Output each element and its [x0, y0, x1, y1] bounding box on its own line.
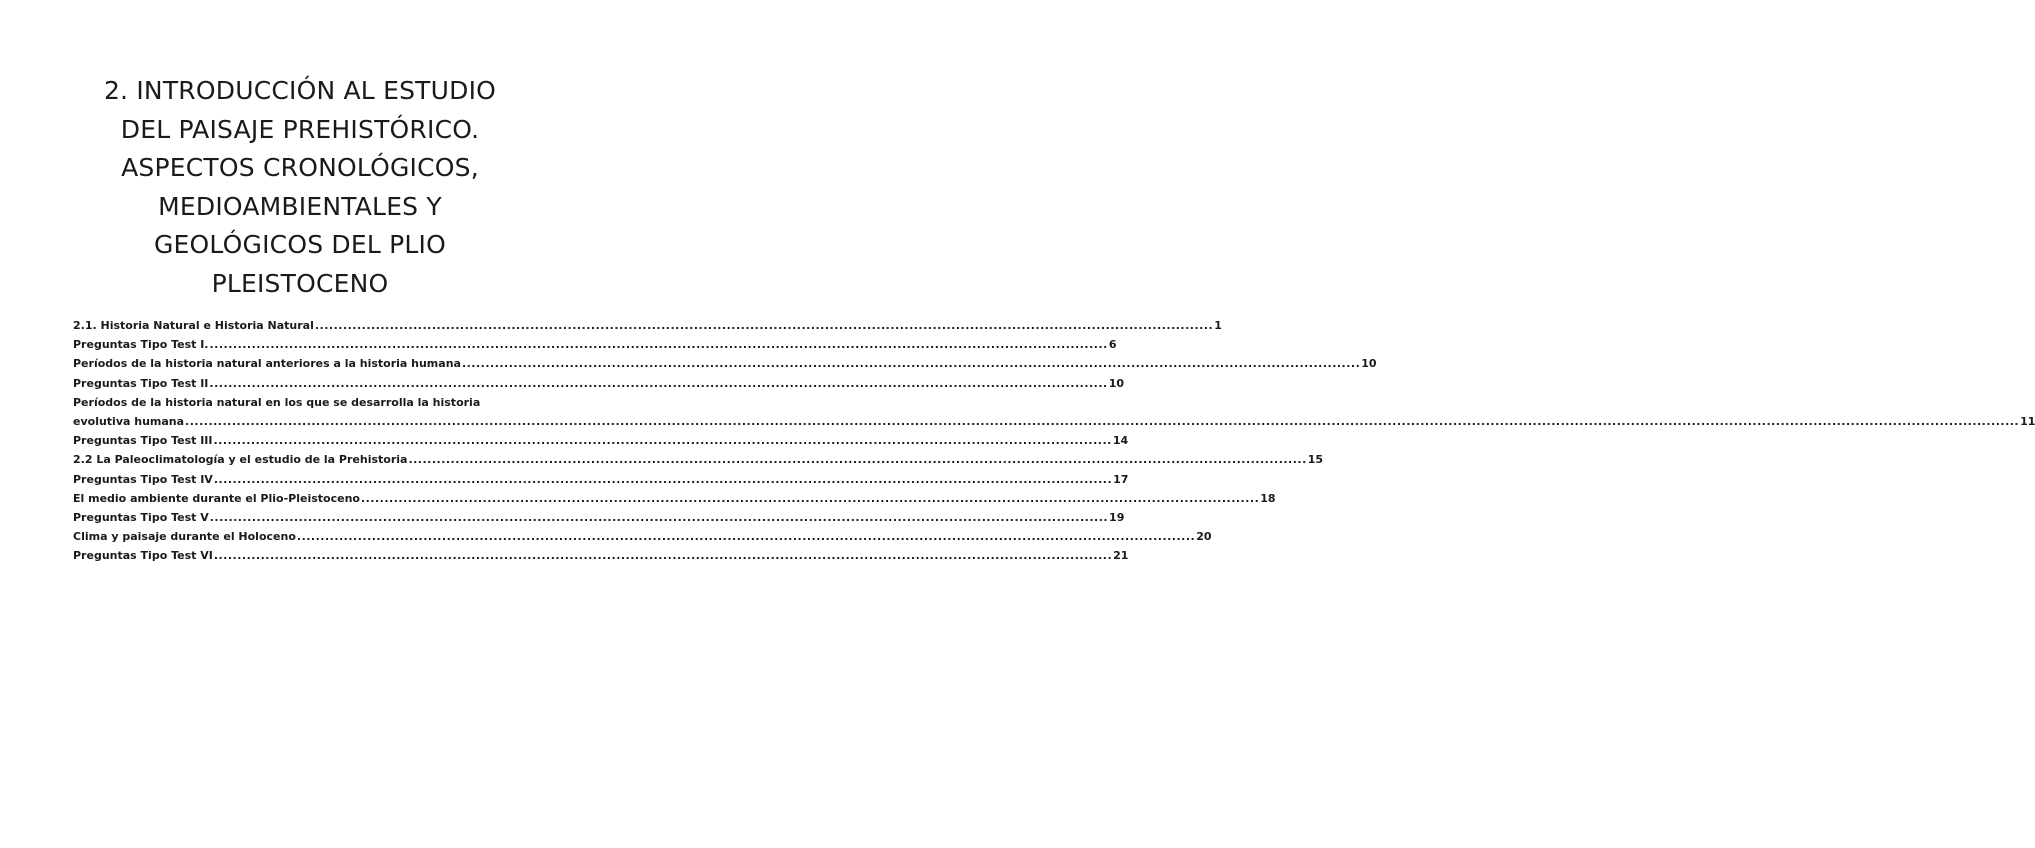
- toc-page-number: 19: [1109, 510, 1125, 524]
- chapter-title-line: MEDIOAMBIENTALES Y: [158, 191, 442, 221]
- toc-entry[interactable]: [73, 489, 1276, 508]
- chapter-title-line: DEL PAISAJE PREHISTÓRICO.: [120, 114, 480, 144]
- toc-dot-leader: [297, 527, 1195, 546]
- toc-dot-leader: [315, 316, 1213, 335]
- toc-dot-leader: [462, 354, 1360, 373]
- toc-entry[interactable]: [73, 335, 1117, 354]
- toc-page-number: 1: [1214, 319, 1222, 332]
- toc-entry-label: Preguntas Tipo Test II: [73, 376, 209, 390]
- toc-dot-leader: [214, 431, 1112, 450]
- toc-entry[interactable]: [73, 470, 1129, 489]
- toc-dot-leader: [210, 508, 1108, 527]
- toc-page-number: 21: [1113, 549, 1129, 563]
- toc-page-number: 18: [1260, 491, 1276, 505]
- toc-entry[interactable]: [73, 546, 1129, 565]
- chapter-title-line: 2. INTRODUCCIÓN AL ESTUDIO: [103, 76, 497, 105]
- toc-page-number: 15: [1307, 453, 1324, 467]
- toc-entry[interactable]: [73, 508, 1125, 527]
- toc-entry-label: Preguntas Tipo Test V: [73, 510, 209, 524]
- toc-page-number: 10: [1361, 357, 1377, 371]
- toc-entry-label: Clima y paisaje durante el Holoceno: [73, 530, 296, 544]
- toc-dot-leader: [210, 335, 1108, 354]
- toc-entry-label: 2.2 La Paleoclimatología y el estudio de la Prehistoria: [73, 453, 408, 467]
- table-of-contents: [73, 316, 2035, 565]
- toc-dot-leader: [408, 450, 1306, 469]
- toc-entry-label: El medio ambiente durante el Plio-Pleistoceno: [73, 491, 360, 505]
- toc-entry[interactable]: [73, 431, 1129, 450]
- toc-entry-label: Preguntas Tipo Test VI: [73, 549, 213, 563]
- toc-entry-label: Períodos de la historia natural anteriores a la historia humana: [73, 357, 461, 371]
- toc-dot-leader: [214, 546, 1112, 565]
- toc-page-number: 11: [2020, 414, 2035, 428]
- toc-entry[interactable]: [73, 450, 1324, 469]
- toc-page-number: 14: [1112, 434, 1129, 448]
- toc-page-number: 17: [1113, 472, 1129, 486]
- toc-entry[interactable]: [73, 316, 1222, 335]
- toc-entry-label: 2.1. Historia Natural e Historia Natural: [73, 319, 314, 332]
- toc-entry-label: Preguntas Tipo Test I.: [73, 338, 209, 352]
- toc-page-number: 10: [1108, 376, 1125, 390]
- chapter-title-line: ASPECTOS CRONOLÓGICOS,: [121, 153, 479, 182]
- toc-page-number: 20: [1196, 530, 1212, 544]
- toc-dot-leader: [209, 374, 1107, 393]
- toc-entry[interactable]: [73, 393, 2035, 431]
- toc-entry-label: Preguntas Tipo Test IV: [73, 472, 213, 486]
- chapter-title-line: PLEISTOCENO: [211, 268, 389, 298]
- toc-entry-label: Períodos de la historia natural en los que se desarrolla la historia: [73, 395, 481, 409]
- toc-dot-leader: [214, 470, 1112, 489]
- toc-page-number: 6: [1108, 338, 1117, 352]
- toc-entry[interactable]: [73, 527, 1212, 546]
- toc-entry[interactable]: [73, 354, 1377, 373]
- toc-dot-leader: [361, 489, 1259, 508]
- chapter-title: [60, 72, 540, 303]
- toc-entry-label-continued: evolutiva humana: [73, 414, 185, 428]
- chapter-title-line: GEOLÓGICOS DEL PLIO: [153, 230, 447, 259]
- toc-entry[interactable]: [73, 374, 1125, 393]
- toc-entry-label: Preguntas Tipo Test III: [73, 434, 213, 448]
- toc-dot-leader: ..... ........................................................................................................................................................................................................: [185, 412, 2019, 431]
